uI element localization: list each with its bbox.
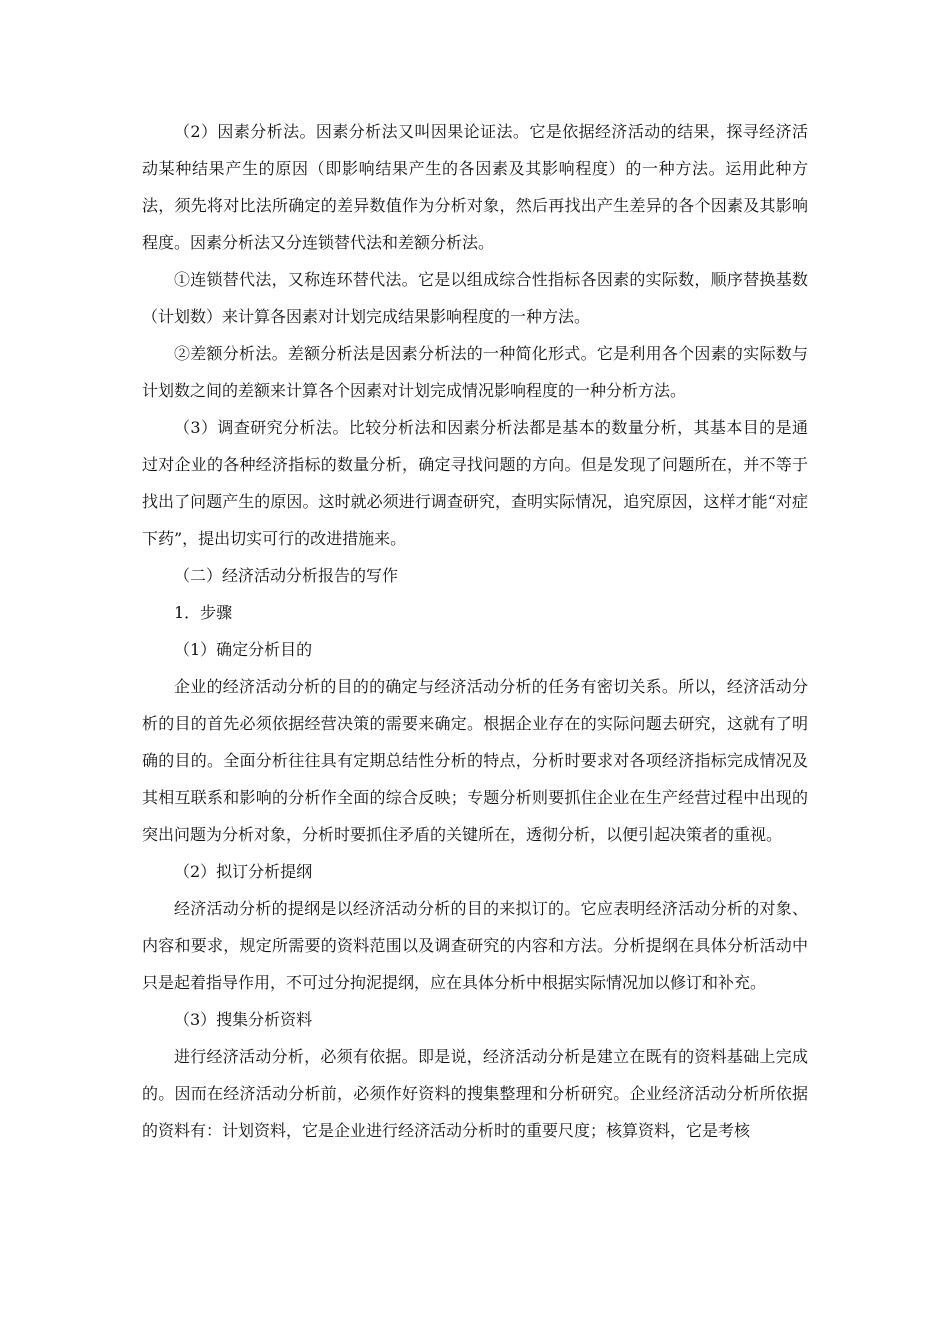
- section-heading-report-writing: （二）经济活动分析报告的写作: [174, 566, 399, 585]
- paragraph-factor-analysis: （2）因素分析法。因素分析法又叫因果论证法。它是依据经济活动的结果，探寻经济活动某种结果产生的原因（即影响结果产生的各因素及其影响程度）的一种方法。运用此种方法，须先将对比法所确定的差异数值作为分析对象，然后再找出产生差异的各个因素及其影响程度。因素分析法又分连锁替代法和差额分析法。: [142, 122, 808, 252]
- subheading-steps: 1．步骤: [174, 603, 233, 622]
- step-heading-determine-purpose: （1）确定分析目的: [174, 640, 313, 659]
- paragraph-chain-substitution: ①连锁替代法，又称连环替代法。它是以组成综合性指标各因素的实际数，顺序替换基数（计划数）来计算各因素对计划完成结果影响程度的一种方法。: [142, 270, 808, 326]
- document-page: [142, 113, 808, 1149]
- paragraph-difference-analysis: ②差额分析法。差额分析法是因素分析法的一种简化形式。它是利用各个因素的实际数与计划数之间的差额来计算各个因素对计划完成情况影响程度的一种分析方法。: [142, 344, 808, 400]
- step-heading-collect-materials: （3）搜集分析资料: [174, 1010, 313, 1029]
- paragraph-collect-materials: 进行经济活动分析，必须有依据。即是说，经济活动分析是建立在既有的资料基础上完成的。因而在经济活动分析前，必须作好资料的搜集整理和分析研究。企业经济活动分析所依据的资料有：计划资料，它是企业进行经济活动分析时的重要尺度；核算资料，它是考核: [142, 1047, 808, 1140]
- paragraph-draft-outline: 经济活动分析的提纲是以经济活动分析的目的来拟订的。它应表明经济活动分析的对象、内容和要求，规定所需要的资料范围以及调查研究的内容和方法。分析提纲在具体分析活动中只是起着指导作用，不可过分拘泥提纲，应在具体分析中根据实际情况加以修订和补充。: [142, 899, 808, 992]
- paragraph-investigation-analysis: （3）调查研究分析法。比较分析法和因素分析法都是基本的数量分析，其基本目的是通过对企业的各种经济指标的数量分析，确定寻找问题的方向。但是发现了问题所在，并不等于找出了问题产生的原因。这时就必须进行调查研究，查明实际情况，追究原因，这样才能“对症下药”，提出切实可行的改进措施来。: [142, 418, 808, 548]
- step-heading-draft-outline: （2）拟订分析提纲: [174, 862, 313, 881]
- paragraph-determine-purpose: 企业的经济活动分析的目的的确定与经济活动分析的任务有密切关系。所以，经济活动分析的目的首先必须依据经营决策的需要来确定。根据企业存在的实际问题去研究，这就有了明确的目的。全面分析往往具有定期总结性分析的特点，分析时要求对各项经济指标完成情况及其相互联系和影响的分析作全面的综合反映；专题分析则要抓住企业在生产经营过程中出现的突出问题为分析对象，分析时要抓住矛盾的关键所在，透彻分析，以便引起决策者的重视。: [142, 677, 808, 844]
